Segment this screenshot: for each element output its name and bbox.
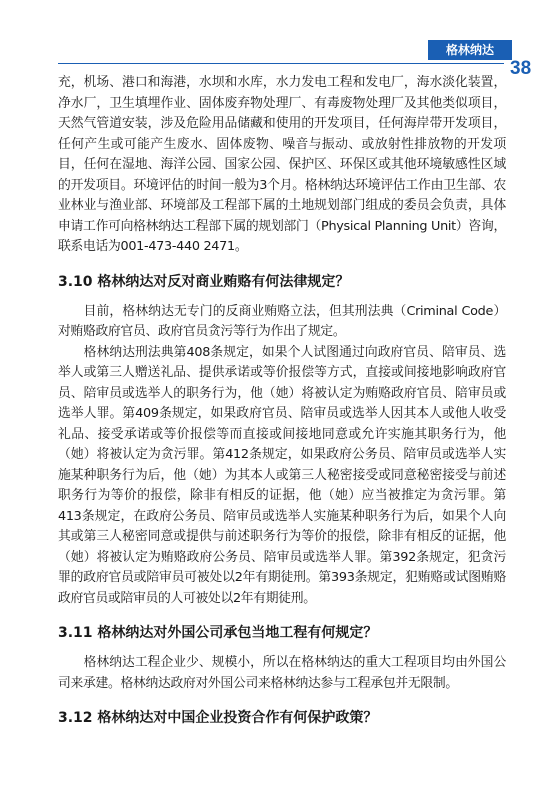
section-3-11-paragraph-1: 格林纳达工程企业少、规模小，所以在格林纳达的重大工程项目均由外国公司来承建。格林纳达政府对外国公司来格林纳达参与工程承包并无限制。 [58, 655, 506, 691]
document-body [58, 73, 506, 738]
header-divider [58, 63, 504, 64]
section-heading-3-10: 3.10 格林纳达对反对商业贿赂有何法律规定？ [58, 273, 350, 290]
section-3-10-paragraph-2: 格林纳达刑法典第408条规定，如果个人试图通过向政府官员、陪审员、选举人或第三人赠送礼品、提供承诺或等价报偿等方式，直接或间接地影响政府官员、陪审员或选举人的职务行为，他（她）将被认定为贿赂政府官员、陪审员或选举人罪。第409条规定，如果政府官员、陪审员或选举人因其本人或他人收受礼品、接受承诺或等价报偿等而直接或间接地同意或允许实施其职务行为，他（她）将被认定为贪污罪。第412条规定，如果政府公务员、陪审员或选举人实施某种职务行为后，他（她）为其本人或第三人秘密接受或同意秘密接受与前述职务行为等价的报偿，除非有相反的证据，他（她）应当被推定为贪污罪。第413条规定，在政府公务员、陪审员或选举人实施某种职务行为后，如果个人向其或第三人秘密同意或提供与前述职务行为等价的报偿，除非有相反的证据，他（她）将被认定为贿赂政府公务员、陪审员或选举人罪。第392条规定，犯贪污罪的政府官员或陪审员可被处以2年有期徒刑。第393条规定，犯贿赂或试图贿赂政府官员或陪审员的人可被处以2年有期徒刑。 [58, 344, 506, 606]
header-section-tab: 格林纳达 [428, 40, 512, 60]
intro-paragraph: 充，机场、港口和海港，水坝和水库，水力发电工程和发电厂，海水淡化装置，净水厂，卫生填埋作业、固体废弃物处理厂、有毒废物处理厂及其他类似项目，天然气管道安装，涉及危险用品储藏和使用的开发项目，任何海岸带开发项目，任何产生或可能产生废水、固体废物、噪音与振动、或放射性排放物的开发项目，任何在湿地、海洋公园、国家公园、保护区、环保区或其他环境敏感性区域的开发项目。环境评估的时间一般为3个月。格林纳达环境评估工作由卫生部、农业林业与渔业部、环境部及工程部下属的土地规划部门组成的委员会负责，具体申请工作可向格林纳达工程部下属的规划部门（Physical Planning Unit）咨询，联系电话为001-473-440 2471。 [58, 75, 506, 254]
section-3-10-paragraph-1: 目前，格林纳达无专门的反商业贿赂立法，但其刑法典（Criminal Code）对贿赂政府官员、政府官员贪污等行为作出了规定。 [58, 303, 506, 339]
section-heading-3-12: 3.12 格林纳达对中国企业投资合作有何保护政策？ [58, 710, 378, 726]
section-heading-3-11: 3.11 格林纳达对外国公司承包当地工程有何规定？ [58, 625, 378, 641]
page-number: 38 [510, 58, 532, 79]
